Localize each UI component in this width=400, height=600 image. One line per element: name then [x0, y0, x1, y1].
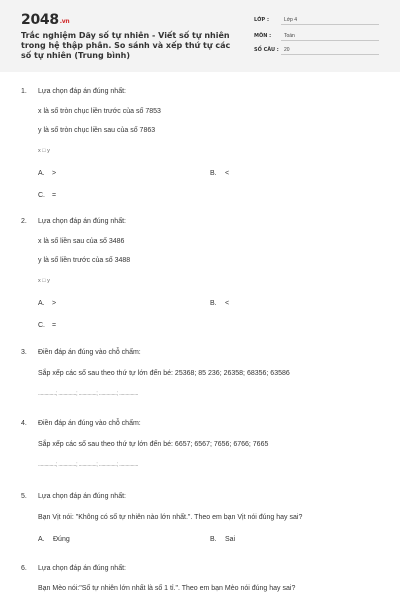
option-a-letter[interactable]: A. — [38, 300, 45, 307]
question-number: 6. — [21, 565, 27, 572]
meta-underline — [281, 24, 379, 25]
question-1 — [21, 88, 381, 208]
option-a-text[interactable]: > — [52, 300, 57, 307]
logo-text: 2048 — [21, 12, 59, 28]
question-instruction: Lựa chọn đáp án đúng nhất: — [38, 565, 126, 572]
option-b-text[interactable]: < — [225, 300, 230, 307]
meta-value-subject: Toán — [284, 33, 295, 39]
question-text: Sắp xếp các số sau theo thứ tự lớn đến bé: 25368; 85 236; 26358; 68356; 63586 — [38, 370, 290, 377]
meta-value-count: 20 — [284, 47, 290, 53]
question-text: Bạn Mèo nói:"Số tự nhiên lớn nhất là số 1 tỉ.". Theo em bạn Mèo nói đúng hay sai? — [38, 585, 296, 592]
site-logo[interactable] — [21, 12, 69, 28]
meta-underline — [281, 40, 379, 41]
option-b-text[interactable]: Sai — [225, 536, 236, 543]
question-number: 5. — [21, 493, 27, 500]
option-c-letter[interactable]: C. — [38, 322, 45, 329]
logo-domain: .vn — [59, 18, 70, 25]
question-instruction: Điền đáp án đúng vào chỗ chấm: — [38, 420, 141, 427]
meta-label-subject: MÔN : — [254, 33, 272, 39]
option-c-text[interactable]: = — [52, 192, 57, 199]
comparison-expression: x □ y — [38, 278, 50, 284]
question-text: y là số tròn chục liền sau của số 7863 — [38, 127, 156, 134]
option-b-letter[interactable]: B. — [210, 300, 217, 307]
question-text: x là số tròn chục liền trước của số 7853 — [38, 108, 161, 115]
question-instruction: Điền đáp án đúng vào chỗ chấm: — [38, 349, 141, 356]
option-a-text[interactable]: > — [52, 170, 57, 177]
option-c-text[interactable]: = — [52, 322, 57, 329]
option-c-letter[interactable]: C. — [38, 192, 45, 199]
meta-underline — [281, 54, 379, 55]
question-number: 2. — [21, 218, 27, 225]
comparison-expression: x □ y — [38, 148, 50, 154]
question-number: 1. — [21, 88, 27, 95]
question-instruction: Lựa chọn đáp án đúng nhất: — [38, 218, 126, 225]
question-text: Sắp xếp các số sau theo thứ tự lớn đến bé: 6657; 6567; 7656; 6766; 7665 — [38, 441, 269, 448]
option-b-letter[interactable]: B. — [210, 170, 217, 177]
question-5 — [21, 493, 381, 551]
answer-blanks[interactable]: ..............; ..............; ..............; ..............; ............... — [38, 462, 139, 468]
answer-blanks[interactable]: ..............; ..............; ..............; ..............; ............... — [38, 391, 139, 397]
question-3 — [21, 349, 381, 404]
option-a-text[interactable]: Đúng — [53, 536, 70, 543]
meta-value-class: Lớp 4 — [284, 17, 298, 23]
meta-label-count: SỐ CÂU : — [254, 47, 279, 53]
question-instruction: Lựa chọn đáp án đúng nhất: — [38, 88, 126, 95]
option-a-letter[interactable]: A. — [38, 170, 45, 177]
question-6 — [21, 565, 381, 597]
question-2 — [21, 218, 381, 338]
question-text: x là số liền sau của số 3486 — [38, 238, 125, 245]
question-number: 3. — [21, 349, 27, 356]
question-instruction: Lựa chọn đáp án đúng nhất: — [38, 493, 126, 500]
question-4 — [21, 420, 381, 475]
worksheet-title: Trắc nghiệm Dãy số tự nhiên - Viết số tự nhiên trong hệ thập phân. So sánh và xếp thứ tự các số tự nhiên (Trung bình) — [21, 31, 231, 60]
option-a-letter[interactable]: A. — [38, 536, 45, 543]
question-text: Bạn Vịt nói: "Không có số tự nhiên nào lớn nhất.". Theo em bạn Vịt nói đúng hay sai? — [38, 514, 303, 521]
question-number: 4. — [21, 420, 27, 427]
meta-label-class: LỚP : — [254, 17, 269, 23]
worksheet-header — [0, 0, 400, 72]
option-b-letter[interactable]: B. — [210, 536, 217, 543]
option-b-text[interactable]: < — [225, 170, 230, 177]
question-text: y là số liền trước của số 3488 — [38, 257, 131, 264]
